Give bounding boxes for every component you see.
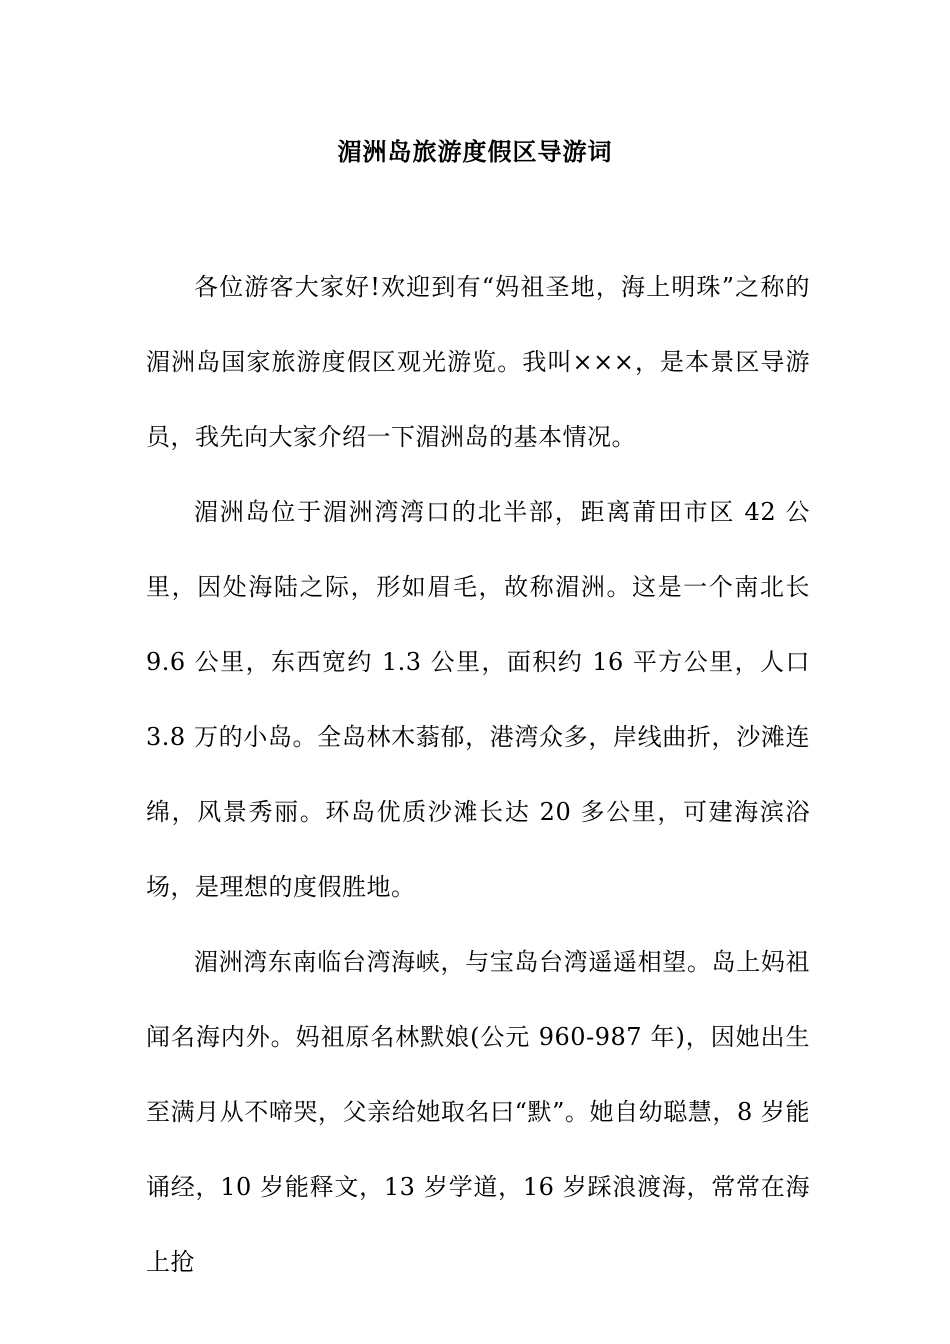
- paragraph-mazu-history: 湄洲湾东南临台湾海峡，与宝岛台湾遥遥相望。岛上妈祖闻名海内外。妈祖原名林默娘(公元 960-987 年)，因她出生至满月从不啼哭，父亲给她取名曰“默”。她自幼聪慧，8 岁能诵经，10 岁能释文，13 岁学道，16 岁踩浪渡海，常常在海上抢: [146, 948, 810, 1276]
- document-body: [146, 250, 810, 1300]
- paragraph-island-overview: 湄洲岛位于湄洲湾湾口的北半部，距离莆田市区 42 公里，因处海陆之际，形如眉毛，故称湄洲。这是一个南北长 9.6 公里，东西宽约 1.3 公里，面积约 16 平方公里，人口 3.8 万的小岛。全岛林木蓊郁，港湾众多，岸线曲折，沙滩连绵，风景秀丽。环岛优质沙滩长达 20 多公里，可建海滨浴场，是理想的度假胜地。: [146, 498, 810, 901]
- paragraph-welcome: 各位游客大家好!欢迎到有“妈祖圣地，海上明珠”之称的湄洲岛国家旅游度假区观光游览。我叫×××，是本景区导游员，我先向大家介绍一下湄洲岛的基本情况。: [146, 273, 810, 451]
- document-title: 湄洲岛旅游度假区导游词: [337, 137, 613, 166]
